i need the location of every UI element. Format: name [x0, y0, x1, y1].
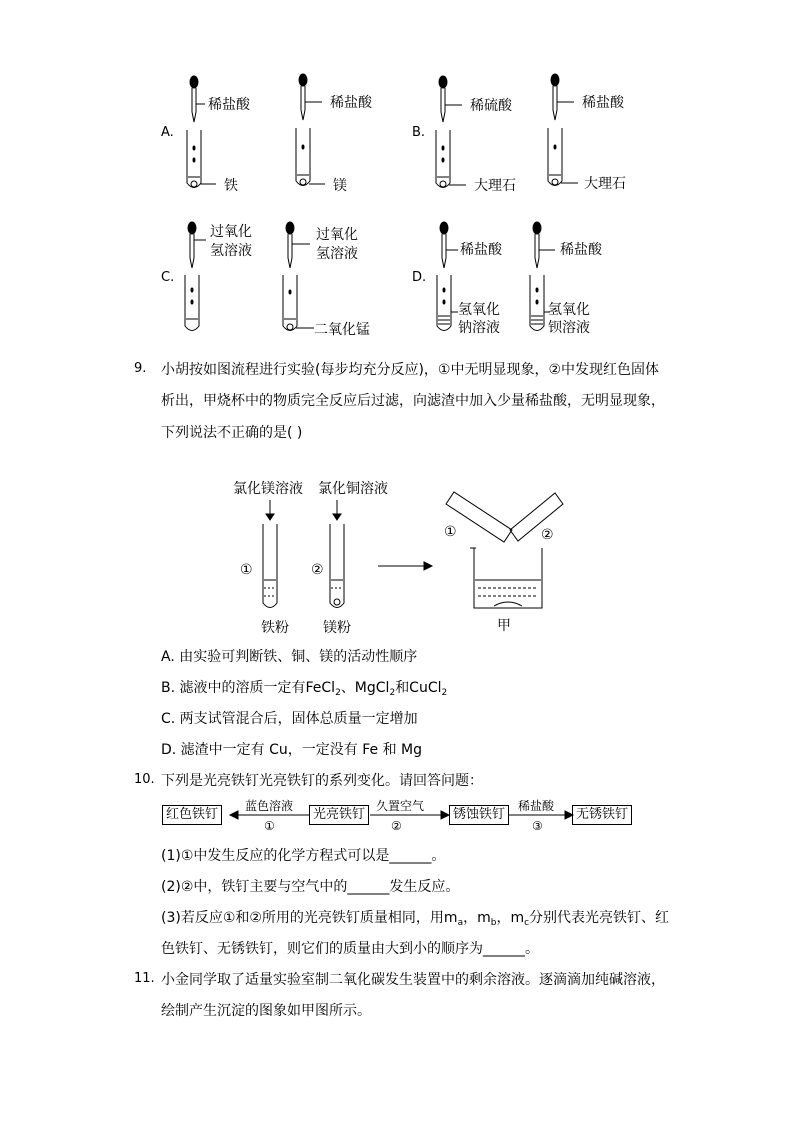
q10-sub2: (2)②中，铁钉主要与空气中的______发生反应。 [161, 879, 460, 895]
fig-label-mg-powder: 镁粉 [323, 620, 351, 636]
q11-line1: 小金同学取了适量实验室制二氧化碳发生装置中的剩余溶液。逐滴滴加纯碱溶液， [161, 972, 665, 988]
label-d2-mid1: 氢氧化 [548, 302, 590, 318]
arrow3-top: 稀盐酸 [518, 799, 555, 813]
fig-label-mgcl2: 氯化镁溶液 [233, 481, 303, 497]
label-a2-top: 稀盐酸 [330, 95, 372, 111]
arrow1-bottom: ① [264, 819, 275, 833]
label-c2-bottom: 二氧化锰 [314, 322, 370, 338]
test-tube-a2 [296, 128, 325, 186]
fig-label-beaker: 甲 [497, 618, 511, 634]
test-tube-b1 [436, 130, 466, 188]
label-a1-bottom: 铁 [224, 178, 238, 194]
fig-label-iron-powder: 铁粉 [261, 620, 289, 636]
q10-title: 下列是光亮铁钉光亮铁钉的系列变化。请回答问题： [161, 773, 483, 789]
dropper-d2 [533, 222, 555, 268]
q9-option-a: A. 由实验可判断铁、铜、镁的活动性顺序 [161, 649, 418, 665]
arrow2-bottom: ② [391, 819, 402, 833]
fig-label-cucl2: 氯化铜溶液 [318, 481, 388, 497]
label-a1-top: 稀盐酸 [208, 97, 250, 113]
test-tube-b2 [548, 128, 578, 186]
label-b2-bottom: 大理石 [584, 176, 626, 192]
test-tube-c1 [185, 275, 199, 331]
label-c2-top1: 过氧化 [316, 227, 358, 243]
q9-option-c: C. 两支试管混合后，固体总质量一定增加 [161, 711, 418, 727]
dropper-b1 [439, 76, 462, 122]
label-b1-bottom: 大理石 [474, 178, 516, 194]
fig-mark-3: ① [444, 524, 457, 540]
test-tube-a1 [187, 130, 216, 188]
test-tube-d1 [437, 275, 458, 331]
q9-line2: 析出，甲烧杯中的物质完全反应后过滤，向滤渣中加入少量稀盐酸，无明显现象， [161, 393, 665, 409]
fig-mark-2: ② [311, 562, 324, 578]
label-b1-top: 稀硫酸 [470, 98, 512, 114]
q9-option-b: B. 滤液中的溶质一定有FeCl$_2$、MgCl$_2$和CuCl$_2$ [161, 680, 448, 698]
fig-mark-4: ② [541, 527, 554, 543]
q10-sub3-line2: 色铁钉、无锈铁钉，则它们的质量由大到小的顺序为______。 [161, 941, 539, 957]
box-rusted-nail: 锈蚀铁钉 [449, 805, 509, 825]
label-c1-top2: 氢溶液 [210, 243, 252, 259]
arrow2-top: 久置空气 [376, 799, 425, 813]
label-c2-top2: 氢溶液 [316, 246, 358, 262]
label-d1-mid1: 氢氧化 [458, 302, 500, 318]
option-c-label: C. [161, 270, 175, 285]
q9-line3: 下列说法不正确的是( ) [161, 425, 303, 441]
fig-mark-1: ① [240, 562, 253, 578]
dropper-b2 [551, 74, 574, 120]
label-d1-mid2: 钠溶液 [458, 320, 500, 336]
option-b-label: B. [412, 125, 426, 140]
dropper-c1 [188, 222, 206, 268]
q10-number: 10. [134, 772, 155, 787]
dropper-a1 [190, 76, 205, 122]
option-d-label: D. [412, 270, 427, 285]
dropper-a2 [299, 74, 322, 120]
q9-figure [263, 492, 563, 608]
q10-sub3-line1: (3)若反应①和②所用的光亮铁钉质量相同，用$m_a$，$m_b$，$m_c$分别代表光亮铁钉、红 [161, 910, 670, 928]
q11-line2: 绘制产生沉淀的图象如甲图所示。 [161, 1003, 371, 1019]
q9-number: 9. [134, 361, 147, 376]
box-shiny-nail: 光亮铁钉 [309, 805, 369, 825]
arrow1-top: 蓝色溶液 [245, 799, 294, 813]
q10-sub1: (1)①中发生反应的化学方程式可以是______。 [161, 848, 446, 864]
test-tube-c2 [283, 275, 314, 331]
dropper-c2 [286, 222, 310, 268]
box-red-nail: 红色铁钉 [162, 805, 222, 825]
label-a2-bottom: 镁 [333, 178, 347, 194]
box-rustfree-nail: 无锈铁钉 [572, 805, 632, 825]
q9-option-d: D. 滤渣中一定有 Cu，一定没有 Fe 和 Mg [161, 742, 422, 758]
dropper-d1 [440, 222, 458, 268]
q11-number: 11. [134, 971, 155, 986]
q9-line1: 小胡按如图流程进行实验(每步均充分反应)，①中无明显现象，②中发现红色固体 [161, 362, 660, 378]
label-c1-top1: 过氧化 [210, 224, 252, 240]
label-b2-top: 稀盐酸 [582, 95, 624, 111]
label-d1-top: 稀盐酸 [460, 242, 502, 258]
arrow3-bottom: ③ [532, 819, 543, 833]
label-d2-mid2: 钡溶液 [548, 320, 590, 336]
option-a-label: A. [161, 125, 174, 140]
label-d2-top: 稀盐酸 [560, 242, 602, 258]
test-tube-d2 [530, 275, 550, 331]
